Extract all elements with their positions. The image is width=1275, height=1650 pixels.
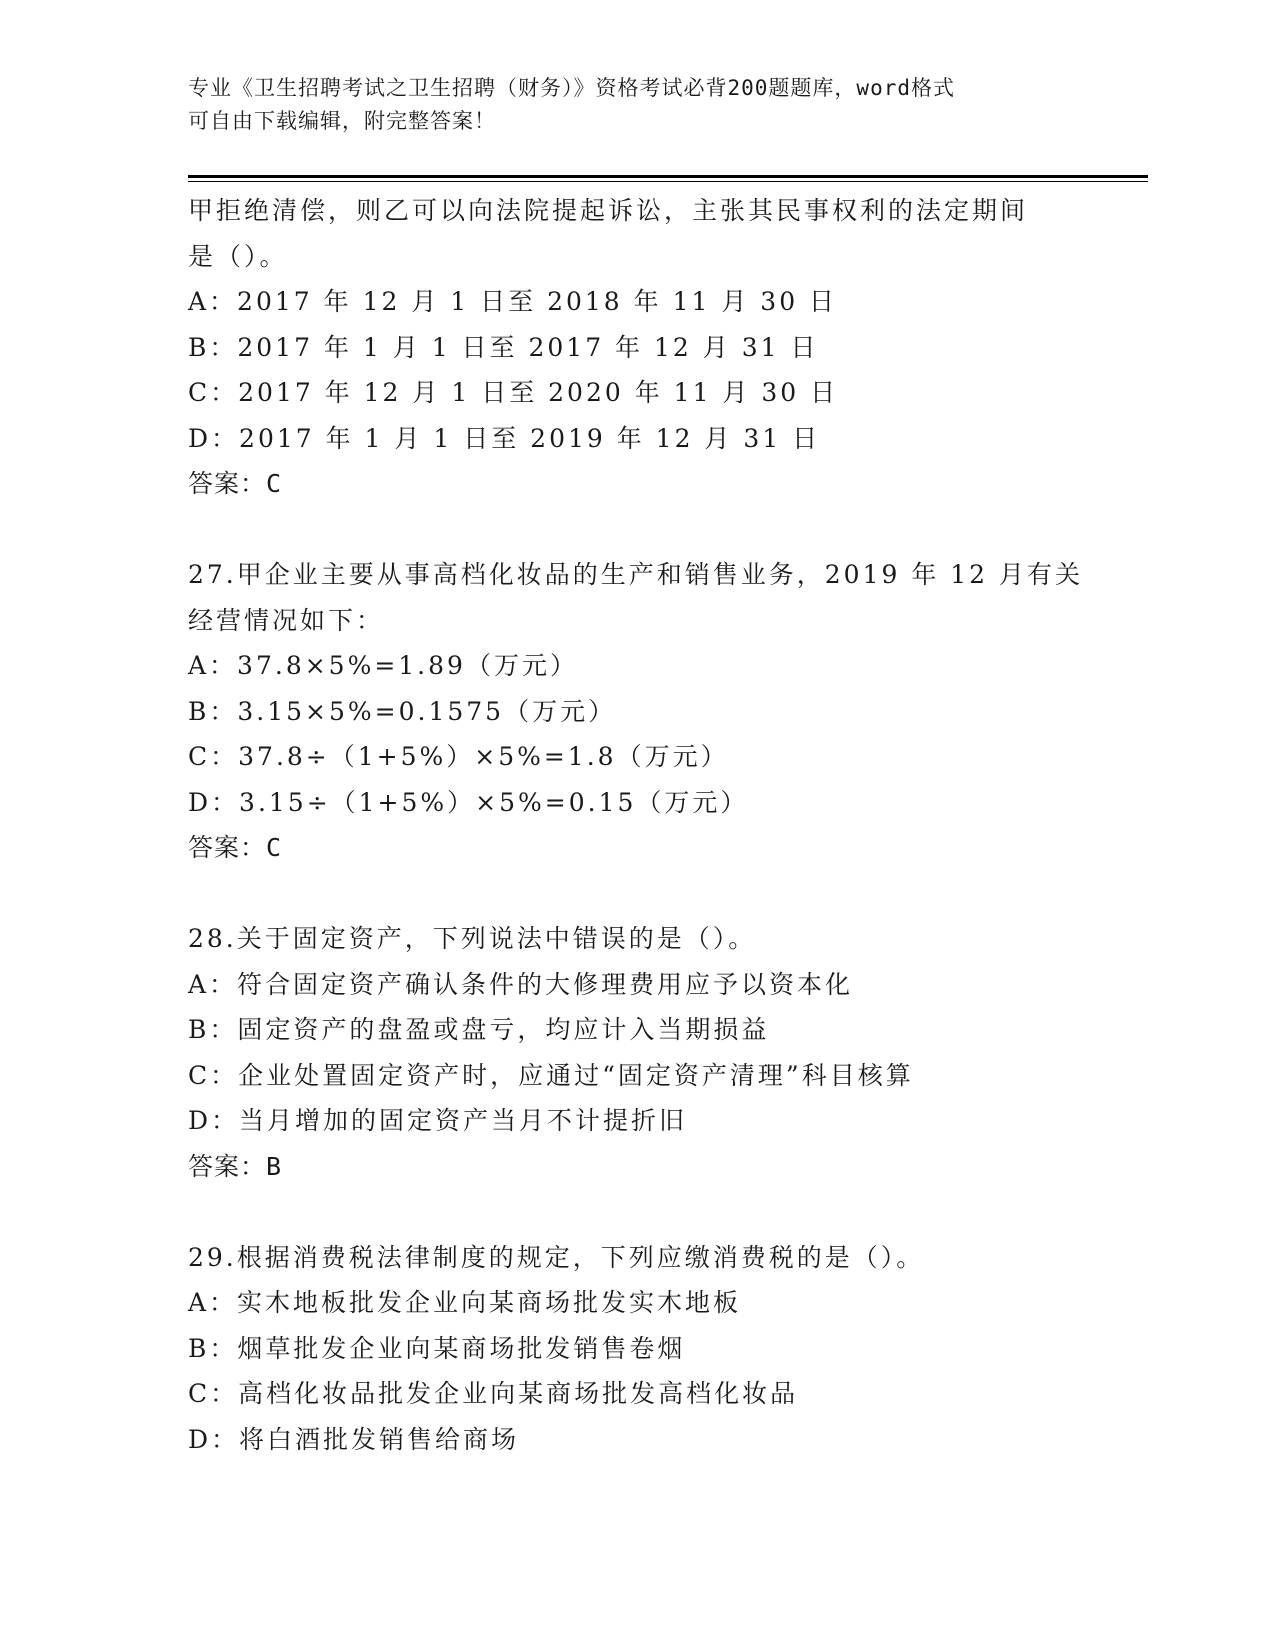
answer-line: 答案：B (188, 1151, 283, 1181)
question-spacer (188, 507, 1088, 553)
question-28 (188, 916, 1088, 1189)
question-list (188, 188, 1088, 1462)
header-title-line-1: 专业《卫生招聘考试之卫生招聘（财务）》资格考试必背200题题库，word格式 (188, 76, 955, 100)
option-c: C：37.8÷（1+5%）×5%=1.8（万元） (188, 742, 729, 771)
option-b: B：固定资产的盘盈或盘亏，均应计入当期损益 (188, 1015, 770, 1044)
answer-line: 答案：C (188, 833, 283, 862)
question-27 (188, 552, 1088, 871)
question-spacer (188, 871, 1088, 917)
option-d: D：2017 年 1 月 1 日至 2019 年 12 月 31 日 (188, 423, 821, 453)
question-26 (188, 188, 1088, 507)
option-c: C：企业处置固定资产时，应通过“固定资产清理”科目核算 (188, 1060, 914, 1090)
option-d: D：当月增加的固定资产当月不计提折旧 (188, 1106, 688, 1135)
header-divider-thick (188, 175, 1148, 178)
option-d: D：将白酒批发销售给商场 (188, 1424, 520, 1454)
option-d: D：3.15÷（1+5%）×5%=0.15（万元） (188, 787, 749, 817)
option-a: A：符合固定资产确认条件的大修理费用应予以资本化 (188, 969, 854, 999)
option-a: A：37.8×5%=1.89（万元） (188, 651, 578, 680)
question-stem: 经营情况如下： (188, 605, 385, 635)
answer-line: 答案：C (188, 469, 283, 498)
option-b: B：3.15×5%=0.1575（万元） (188, 696, 617, 726)
document-header (188, 72, 1068, 138)
question-stem: 29.根据消费税法律制度的规定，下列应缴消费税的是（）。 (188, 1242, 925, 1272)
option-a: A：2017 年 12 月 1 日至 2018 年 11 月 30 日 (188, 287, 838, 316)
option-c: C：高档化妆品批发企业向某商场批发高档化妆品 (188, 1379, 799, 1408)
header-divider-thin (188, 181, 1148, 182)
question-spacer (188, 1189, 1088, 1235)
question-stem: 是（）。 (188, 241, 288, 271)
question-stem: 27.甲企业主要从事高档化妆品的生产和销售业务，2019 年 12 月有关 (188, 560, 1084, 589)
option-c: C：2017 年 12 月 1 日至 2020 年 11 月 30 日 (188, 378, 839, 407)
option-b: B：烟草批发企业向某商场批发销售卷烟 (188, 1333, 686, 1363)
question-29 (188, 1235, 1088, 1463)
option-a: A：实木地板批发企业向某商场批发实木地板 (188, 1288, 742, 1317)
question-stem: 28.关于固定资产，下列说法中错误的是（）。 (188, 924, 757, 953)
option-b: B：2017 年 1 月 1 日至 2017 年 12 月 31 日 (188, 332, 819, 362)
header-title-line-2: 可自由下载编辑，附完整答案！ (188, 109, 496, 133)
question-stem: 甲拒绝清偿，则乙可以向法院提起诉讼，主张其民事权利的法定期间 (188, 196, 1029, 225)
